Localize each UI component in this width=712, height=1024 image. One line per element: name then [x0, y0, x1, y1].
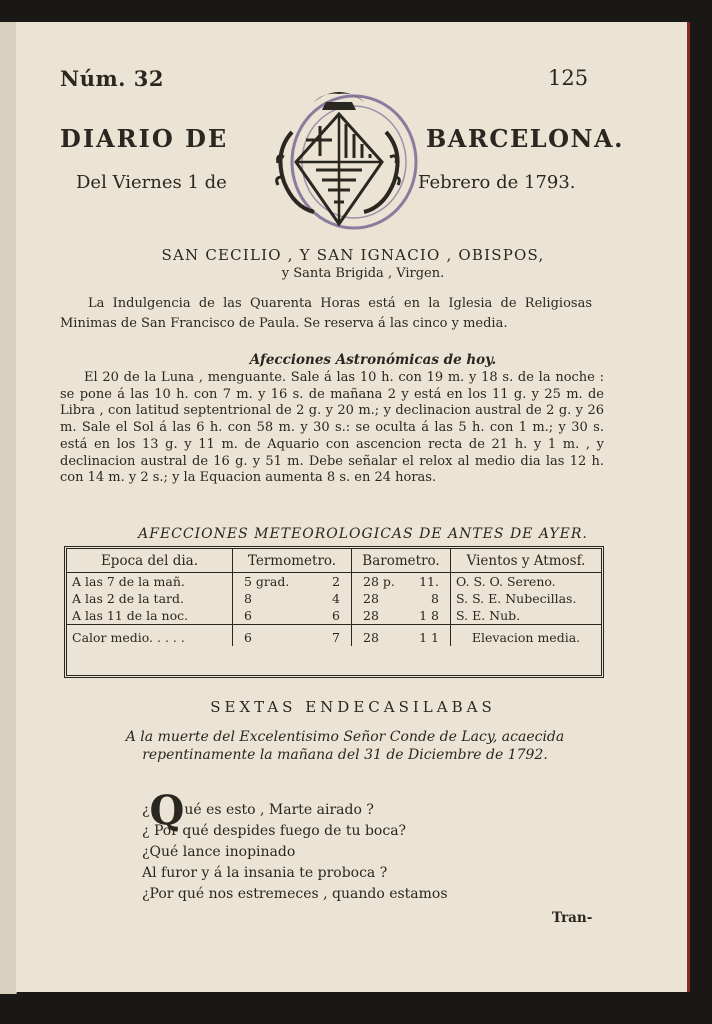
column-header: Vientos y Atmosf.	[451, 549, 602, 573]
table-cell: 8	[431, 591, 439, 606]
table-row	[67, 607, 601, 625]
table-cell: A las 2 de la tard.	[67, 590, 233, 607]
issue-number: Núm. 32	[60, 66, 165, 91]
poem-line: ¿Qué lance inopinado	[142, 844, 296, 860]
barcelona-coat-of-arms-icon	[254, 62, 424, 232]
table-cell: 1 1	[419, 630, 439, 645]
table-cell: 11.	[419, 574, 439, 589]
table-header-row	[67, 549, 601, 573]
table-cell: 28	[363, 591, 379, 606]
issue-date-right: Febrero de 1793.	[418, 172, 576, 193]
table-cell: 2	[332, 574, 340, 589]
table-row-calor-medio	[67, 625, 601, 647]
column-header: Termometro.	[233, 549, 352, 573]
table-cell: S. E. Nub.	[456, 608, 521, 623]
table-cell: 4	[332, 591, 340, 606]
table-cell: 28	[363, 630, 379, 645]
table-row	[67, 573, 601, 591]
saints-of-the-day: SAN CECILIO , Y SAN IGNACIO , OBISPOS,	[161, 246, 545, 264]
table-cell: 7	[332, 630, 340, 645]
column-header: Barometro.	[352, 549, 451, 573]
table-cell: A las 11 de la noc.	[67, 607, 233, 625]
issue-date-left: Del Viernes 1 de	[76, 172, 227, 193]
table-cell: 6	[244, 608, 252, 623]
page-number: 125	[548, 66, 589, 90]
table-cell: 6	[332, 608, 340, 623]
table-cell: O. S. O. Sereno.	[456, 574, 556, 589]
poem-dedication: A la muerte del Excelentisimo Señor Conde de Lacy, acaecida repentinamente la mañana del 31 de Diciembre de 1792.	[125, 729, 565, 763]
catchword: Tran-	[552, 910, 593, 926]
masthead-title-right: BARCELONA.	[426, 124, 624, 153]
table-cell: 28 p.	[363, 574, 395, 589]
table-row	[67, 590, 601, 607]
meteorology-table	[64, 546, 604, 678]
table-cell: 8	[244, 591, 252, 606]
drop-cap: Q	[149, 787, 185, 834]
poem-line: ¿Qué es esto , Marte airado ?	[142, 787, 374, 834]
table-cell: 6	[244, 630, 252, 645]
table-cell: A las 7 de la mañ.	[67, 573, 233, 591]
table-cell: Calor medio. . . . .	[67, 625, 233, 647]
column-header: Epoca del dia.	[67, 549, 233, 573]
table-cell: Elevacion media.	[451, 625, 602, 647]
astronomy-heading: Afecciones Astronómicas de hoy.	[249, 352, 497, 368]
table-cell: S. S. E. Nubecillas.	[456, 591, 577, 606]
poem-line: Al furor y á la insania te proboca ?	[142, 865, 388, 881]
masthead-title-left: DIARIO DE	[60, 124, 229, 153]
saints-of-the-day-cont: y Santa Brigida , Virgen.	[281, 266, 445, 281]
poem-section-title: SEXTAS ENDECASILABAS	[210, 698, 496, 716]
astronomy-text: El 20 de la Luna , menguante. Sale á las 10 h. con 19 m. y 18 s. de la noche : se pone á las 10 h. con 7 m. y 16 s. de mañana 2 y está en los 11 g. y 25 m. de Libra , con latitud septentrional de 2 g. y 20 m.; y declinacion austral de 2 g. y 26 m. Sale el Sol á las 6 h. con 58 m. y 30 s.: se oculta á las 5 h. con 1 m.; y 30 s. está en los 13 g. y 11 m. de Aquario con ascencion recta de 21 h. y 1 m. , y declinacion austral de 16 g. y 51 m. Debe señalar el relox al medio dia las 12 h. con 14 m. y 2 s.; y la Equacion aumenta 8 s. en 24 horas.	[60, 370, 604, 486]
indulgence-notice: La Indulgencia de las Quarenta Horas está en la Iglesia de Religiosas Minimas de San Francisco de Paula. Se reserva á las cinco y media.	[60, 296, 592, 331]
poem-line: ¿ Por qué despides fuego de tu boca?	[142, 823, 407, 839]
poem-line: ¿Por qué nos estremeces , quando estamos	[142, 886, 448, 902]
table-cell: 5 grad.	[244, 574, 290, 589]
table-cell: 28	[363, 608, 379, 623]
poem-verse	[142, 787, 542, 905]
table-cell: 1 8	[419, 608, 439, 623]
meteorology-heading: AFECCIONES METEOROLOGICAS DE ANTES DE AYER.	[138, 526, 588, 542]
left-page-edge	[0, 22, 17, 994]
newspaper-page	[16, 22, 690, 992]
